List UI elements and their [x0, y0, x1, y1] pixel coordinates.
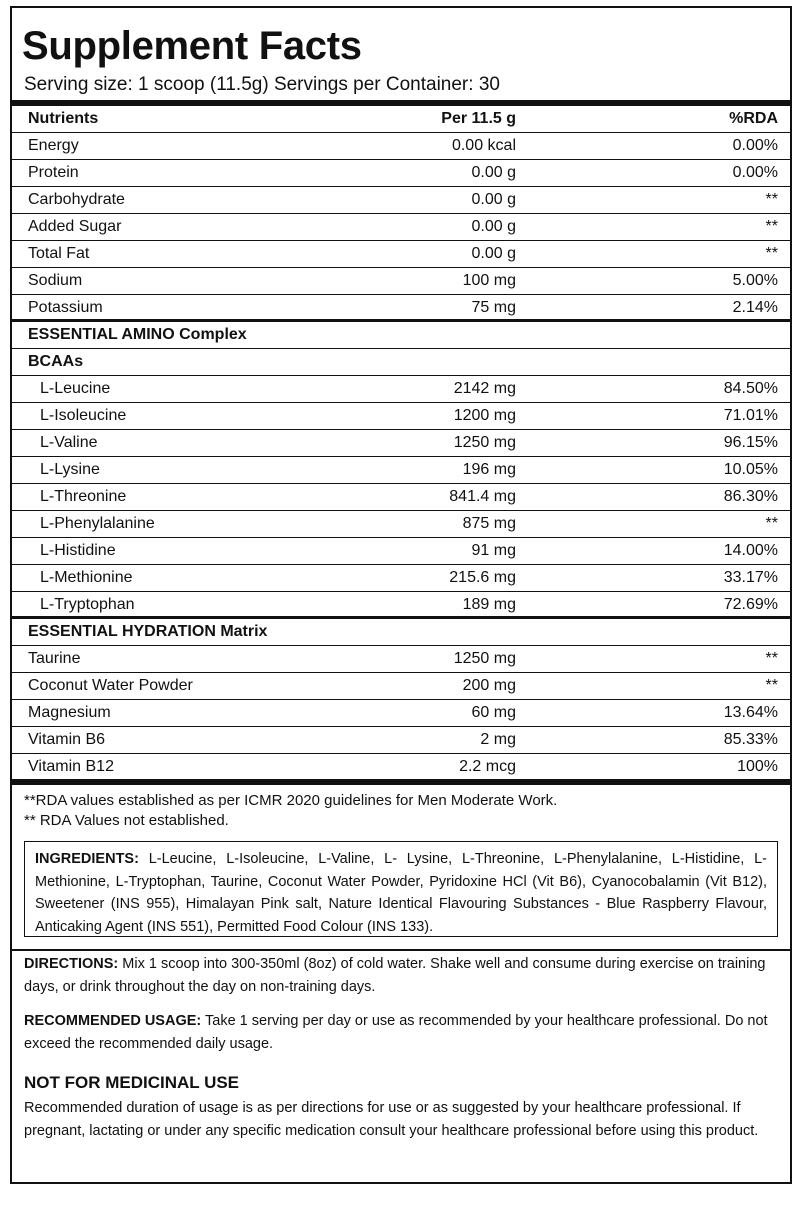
nutrient-amount: 0.00 g	[471, 164, 516, 181]
nutrient-amount: 1250 mg	[453, 434, 516, 451]
label-title: Supplement Facts	[22, 24, 362, 68]
table-row	[12, 241, 790, 268]
nutrient-amount: 0.00 g	[471, 191, 516, 208]
table-row	[12, 133, 790, 160]
usage-text: Take 1 serving per day or use as recommended by your healthcare professional. Do not exceed the recommended daily usage.	[24, 1013, 768, 1052]
nutrient-name: Potassium	[28, 299, 103, 316]
basic-nutrients	[12, 133, 790, 322]
nutrient-amount: 1250 mg	[453, 650, 516, 667]
table-row	[12, 511, 790, 538]
subsection-title: BCAAs	[28, 353, 84, 370]
directions-text: Mix 1 scoop into 300-350ml (8oz) of cold water. Shake well and consume during exercise on training days, or drink throughout the day on non-training days.	[24, 956, 766, 995]
nutrient-name: Coconut Water Powder	[28, 677, 193, 694]
nutrient-amount: 2 mg	[480, 731, 516, 748]
table-row	[12, 295, 790, 322]
nutrient-name: Carbohydrate	[28, 191, 125, 208]
rda-footnotes	[12, 785, 790, 835]
usage-label: RECOMMENDED USAGE:	[24, 1013, 202, 1029]
nutrient-name: Vitamin B6	[28, 731, 106, 748]
table-row	[12, 592, 790, 619]
table-header	[12, 106, 790, 133]
section-title: ESSENTIAL AMINO Complex	[28, 326, 247, 343]
nutrient-name: Sodium	[28, 272, 83, 289]
nutrient-rda: 0.00%	[732, 137, 778, 154]
table-row	[12, 538, 790, 565]
nutrient-rda: 100%	[737, 758, 778, 775]
nutrient-name: Vitamin B12	[28, 758, 114, 775]
nutrient-amount: 0.00 g	[471, 218, 516, 235]
section-heading-amino	[12, 322, 790, 349]
nutrient-rda: **	[765, 515, 778, 532]
nutrient-amount: 200 mg	[462, 677, 516, 694]
nutrient-rda: 85.33%	[723, 731, 778, 748]
nutrient-name: L-Valine	[40, 434, 98, 451]
nutrient-amount: 841.4 mg	[449, 488, 516, 505]
nutrient-amount: 215.6 mg	[449, 569, 516, 586]
nutrient-amount: 60 mg	[471, 704, 516, 721]
nutrient-rda: **	[765, 650, 778, 667]
nutrient-name: L-Lysine	[40, 461, 100, 478]
table-row	[12, 565, 790, 592]
nutrient-rda: 84.50%	[723, 380, 778, 397]
table-row	[12, 673, 790, 700]
directions	[12, 951, 790, 998]
table-row	[12, 430, 790, 457]
table-row	[12, 700, 790, 727]
table-row	[12, 214, 790, 241]
nutrient-name: Protein	[28, 164, 79, 181]
nutrient-name: L-Leucine	[40, 380, 111, 397]
serving-info: Serving size: 1 scoop (11.5g) Servings per Container: 30	[24, 74, 500, 95]
amino-nutrients	[12, 376, 790, 619]
nutrient-rda: 10.05%	[723, 461, 778, 478]
nutrient-name: Added Sugar	[28, 218, 122, 235]
table-row	[12, 187, 790, 214]
nutrient-amount: 2142 mg	[453, 380, 516, 397]
nutrient-rda: **	[765, 218, 778, 235]
nutrient-amount: 1200 mg	[453, 407, 516, 424]
table-row	[12, 160, 790, 187]
supplement-facts-label	[10, 6, 792, 1184]
section-title: ESSENTIAL HYDRATION Matrix	[28, 623, 268, 640]
table-row	[12, 727, 790, 754]
table-row	[12, 403, 790, 430]
nutrient-amount: 196 mg	[462, 461, 516, 478]
section-heading-hydration	[12, 619, 790, 646]
ingredients-label: INGREDIENTS:	[35, 851, 139, 867]
ingredients-box	[24, 841, 778, 937]
nutrient-rda: **	[765, 191, 778, 208]
nutrient-name: Energy	[28, 137, 79, 154]
footnote: **RDA values established as per ICMR 2020 guidelines for Men Moderate Work.	[24, 792, 558, 809]
nutrient-name: L-Threonine	[40, 488, 127, 505]
not-medicinal-heading: NOT FOR MEDICINAL USE	[24, 1073, 240, 1092]
table-row	[12, 376, 790, 403]
nutrient-amount: 2.2 mcg	[459, 758, 516, 775]
nutrient-amount: 100 mg	[462, 272, 516, 289]
nutrient-rda: 13.64%	[723, 704, 778, 721]
header-per: Per 11.5 g	[441, 110, 516, 127]
table-row	[12, 484, 790, 511]
nutrient-amount: 91 mg	[471, 542, 516, 559]
nutrient-name: Magnesium	[28, 704, 111, 721]
table-row	[12, 268, 790, 295]
header-rda: %RDA	[729, 110, 778, 127]
nutrient-rda: 5.00%	[732, 272, 778, 289]
footnote: ** RDA Values not established.	[24, 812, 229, 829]
nutrient-rda: 96.15%	[723, 434, 778, 451]
nutrient-name: L-Isoleucine	[40, 407, 127, 424]
ingredients-text: L-Leucine, L-Isoleucine, L-Valine, L- Lysine, L-Threonine, L-Phenylalanine, L-Histidine, L-Methionine, L-Tryptophan, Taurine, Coconut Water Powder, Pyridoxine HCl (Vit B6), Cyanocobalamin (Vit B12), Sweetener (INS 955), Himalayan Pink salt, Nature Identical Flavouring Substances - Blue Raspberry Flavour, Anticaking Agent (INS 551), Permitted Food Colour (INS 133).	[35, 851, 767, 935]
nutrient-amount: 875 mg	[462, 515, 516, 532]
table-row	[12, 646, 790, 673]
header-nutrients: Nutrients	[28, 110, 99, 127]
nutrient-name: L-Phenylalanine	[40, 515, 155, 532]
table-row	[12, 754, 790, 785]
nutrient-name: Total Fat	[28, 245, 90, 262]
nutrient-amount: 189 mg	[462, 596, 516, 613]
nutrient-rda: 14.00%	[723, 542, 778, 559]
nutrient-rda: 72.69%	[723, 596, 778, 613]
recommended-usage	[12, 998, 790, 1055]
nutrient-amount: 0.00 kcal	[451, 137, 516, 154]
nutrient-rda: **	[765, 677, 778, 694]
nutrient-amount: 75 mg	[471, 299, 516, 316]
subsection-heading-bcaas	[12, 349, 790, 376]
table-row	[12, 457, 790, 484]
nutrient-name: L-Methionine	[40, 569, 133, 586]
nutrient-rda: **	[765, 245, 778, 262]
nutrient-rda: 0.00%	[732, 164, 778, 181]
nutrient-name: Taurine	[28, 650, 81, 667]
nutrient-rda: 33.17%	[723, 569, 778, 586]
not-medicinal-text: Recommended duration of usage is as per directions for use or as suggested by your healthcare professional. If pregnant, lactating or under any specific medication consult your healthcare professional before using this product.	[24, 1100, 759, 1139]
nutrient-rda: 2.14%	[732, 299, 778, 316]
nutrient-amount: 0.00 g	[471, 245, 516, 262]
directions-label: DIRECTIONS:	[24, 956, 119, 972]
nutrient-rda: 86.30%	[723, 488, 778, 505]
nutrient-rda: 71.01%	[723, 407, 778, 424]
hydration-nutrients	[12, 646, 790, 785]
nutrient-name: L-Histidine	[40, 542, 116, 559]
nutrient-name: L-Tryptophan	[40, 596, 135, 613]
